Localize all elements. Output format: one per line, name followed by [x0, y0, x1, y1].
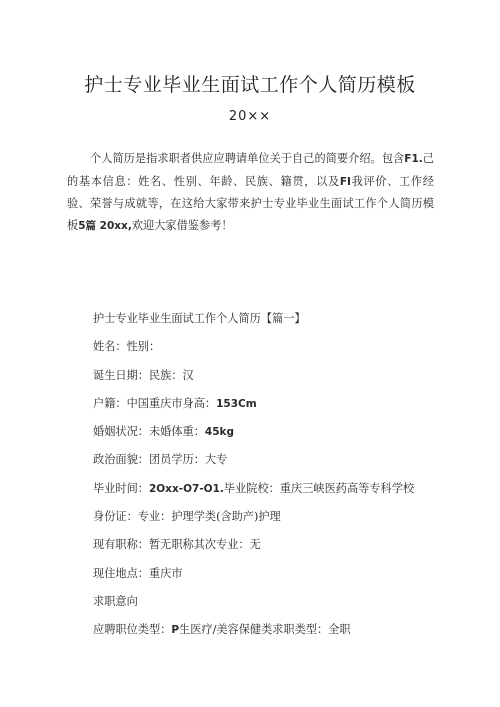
subsection-heading [93, 594, 433, 622]
resume-line [93, 368, 433, 396]
line-text: 护士专业毕业生面试工作个人简历【篇一】 [93, 312, 306, 325]
intro-bold-2: FI [339, 175, 351, 188]
line-text-post: 生医疗/美容保健类求职类型：全职 [179, 623, 351, 637]
intro-text-4: 欢迎大家借鉴参考！ [131, 218, 233, 232]
line-bold-value: 153Cm [216, 397, 257, 410]
line-text-post: 毕业院校：重庆三峡医药高等专科学校 [223, 481, 415, 495]
document-year: 20×× [228, 109, 272, 124]
document-title: 护士专业毕业生面试工作个人简历模板 [84, 74, 416, 96]
resume-line [93, 509, 433, 537]
intro-text-2: 己的基本信息：姓名、性别、年龄、民族、籍贯，以及 [67, 152, 434, 188]
section-heading [93, 311, 433, 339]
resume-line [93, 537, 433, 565]
line-text: 身份证：专业：护理学类(含助产)护理 [93, 510, 281, 524]
line-text: 政治面貌：团员学历：大专 [93, 453, 228, 467]
line-text: 现住地点：重庆市 [93, 566, 183, 580]
line-text: 现有职称：暂无职称其次专业：无 [93, 538, 261, 552]
resume-line [93, 566, 433, 594]
line-text: 户籍：中国重庆市身高： [93, 396, 217, 410]
line-text: 婚姻状况：未婚体重： [93, 425, 205, 439]
line-bold-value: P [171, 624, 180, 637]
resume-line [93, 396, 433, 424]
intro-bold-3: 5篇 20xx, [78, 219, 132, 232]
line-text: 诞生日期：民族：汉 [93, 368, 194, 382]
line-bold-value: 2Oxx-O7-O1. [148, 482, 224, 495]
line-text: 毕业时间： [93, 481, 149, 495]
line-bold-value: 45kg [204, 426, 235, 439]
intro-bold-1: F1. [404, 153, 423, 165]
resume-line [93, 424, 433, 452]
resume-line [93, 481, 433, 509]
intro-text-1: 个人简历是指求职者供应应聘请单位关于自己的简要介绍。包含 [90, 152, 405, 165]
resume-line [93, 622, 433, 650]
resume-section [93, 311, 433, 651]
line-text: 应聘职位类型： [93, 623, 172, 637]
line-text: 姓名：性别： [93, 340, 161, 354]
resume-line [93, 452, 433, 480]
resume-line [93, 339, 433, 367]
intro-text-3: 我评价、工作经验、荣誉与成就等，在这给大家带来护士专业毕业生面试工作个人简历模板 [67, 174, 434, 232]
intro-paragraph [67, 148, 434, 237]
line-text: 求职意向 [93, 594, 138, 608]
